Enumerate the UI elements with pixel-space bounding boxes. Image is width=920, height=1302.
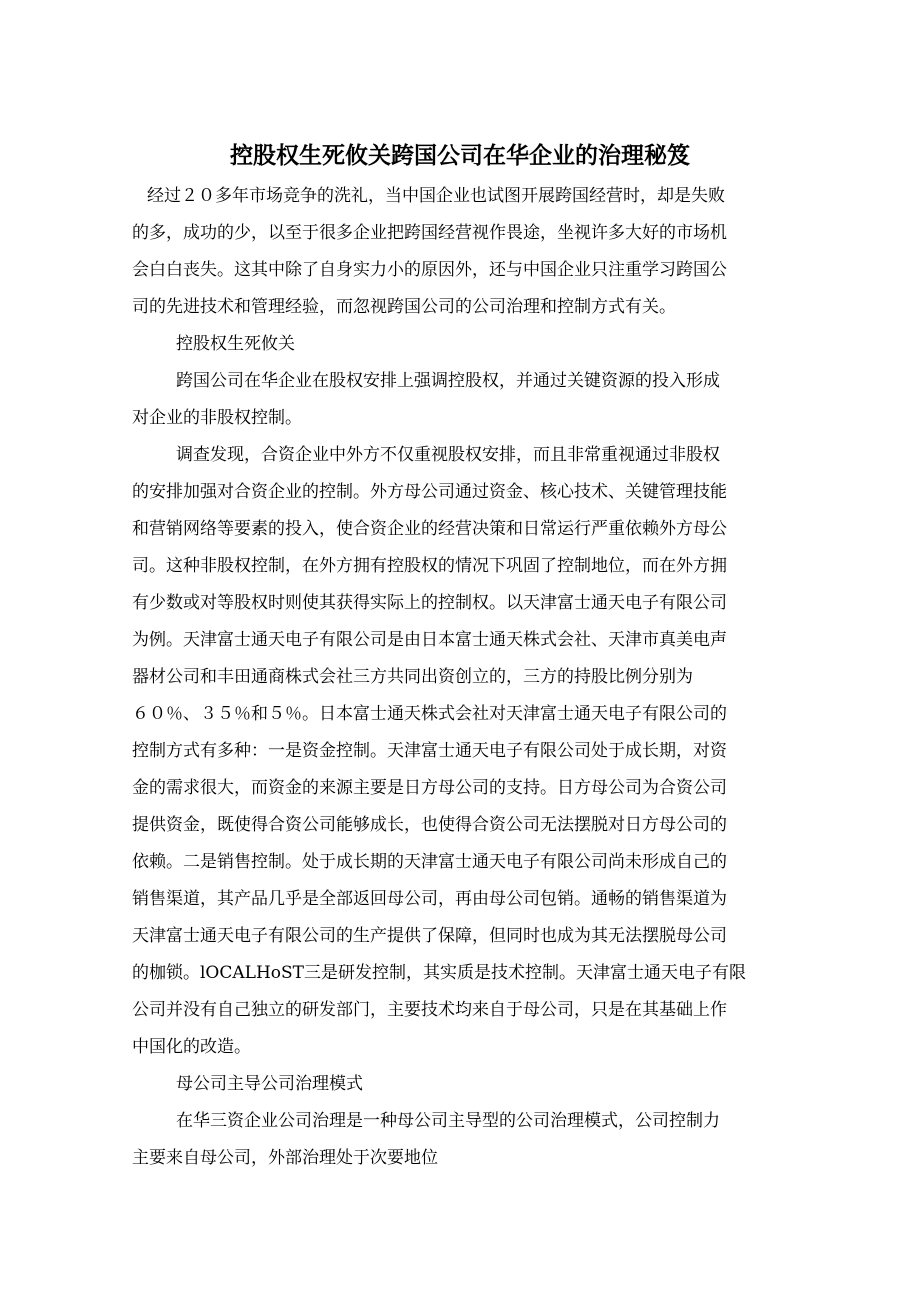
text-line-10: 和营销网络等要素的投入，使合资企业的经营决策和日常运行严重依赖外方母公: [132, 519, 727, 539]
text-line-3: 会白白丧失。这其中除了自身实力小的原因外，还与中国企业只注重学习跨国公: [132, 260, 727, 280]
text-line-13: 为例。天津富士通天电子有限公司是由日本富士通天株式会社、天津市真美电声: [132, 630, 727, 650]
section-heading-control: 控股权生死攸关: [176, 334, 295, 354]
text-line-4: 司的先进技术和管理经验，而忽视跨国公司的公司治理和控制方式有关。: [132, 297, 676, 317]
text-line-16: 控制方式有多种：一是资金控制。天津富士通天电子有限公司处于成长期，对资: [132, 741, 727, 761]
text-line-26: 在华三资企业公司治理是一种母公司主导型的公司治理模式，公司控制力: [176, 1111, 720, 1131]
text-line-24: 中国化的改造。: [132, 1037, 251, 1057]
text-line-15: ６０％、３５％和５％。日本富士通天株式会社对天津富士通天电子有限公司的: [132, 704, 727, 724]
document-title: 控股权生死攸关跨国公司在华企业的治理秘笈: [230, 143, 690, 169]
text-line-11: 司。这种非股权控制，在外方拥有控股权的情况下巩固了控制地位，而在外方拥: [132, 556, 727, 576]
text-line-14: 器材公司和丰田通商株式会社三方共同出资创立的，三方的持股比例分别为: [132, 667, 693, 687]
text-line-1: 经过２０多年市场竞争的洗礼，当中国企业也试图开展跨国经营时，却是失败: [147, 186, 725, 206]
text-line-7: 对企业的非股权控制。: [132, 408, 302, 428]
text-line-9: 的安排加强对合资企业的控制。外方母公司通过资金、核心技术、关键管理技能: [132, 482, 727, 502]
text-line-8: 调查发现，合资企业中外方不仅重视股权安排，而且非常重视通过非股权: [176, 445, 720, 465]
section-heading-governance: 母公司主导公司治理模式: [176, 1074, 363, 1094]
text-line-12: 有少数或对等股权时则使其获得实际上的控制权。以天津富士通天电子有限公司: [132, 593, 727, 613]
text-line-18: 提供资金，既使得合资公司能够成长，也使得合资公司无法摆脱对日方母公司的: [132, 815, 727, 835]
text-line-20: 销售渠道，其产品几乎是全部返回母公司，再由母公司包销。通畅的销售渠道为: [132, 889, 727, 909]
text-line-27: 主要来自母公司，外部治理处于次要地位: [132, 1148, 438, 1168]
text-line-17: 金的需求很大，而资金的来源主要是日方母公司的支持。日方母公司为合资公司: [132, 778, 727, 798]
text-line-23: 公司并没有自己独立的研发部门，主要技术均来自于母公司，只是在其基础上作: [132, 1000, 727, 1020]
text-line-21: 天津富士通天电子有限公司的生产提供了保障，但同时也成为其无法摆脱母公司: [132, 926, 727, 946]
text-line-19: 依赖。二是销售控制。处于成长期的天津富士通天电子有限公司尚未形成自己的: [132, 852, 727, 872]
text-line-6: 跨国公司在华企业在股权安排上强调控股权，并通过关键资源的投入形成: [176, 371, 720, 391]
text-line-2: 的多，成功的少，以至于很多企业把跨国经营视作畏途，坐视许多大好的市场机: [132, 223, 727, 243]
text-line-22: 的枷锁。lOCALHoST三是研发控制，其实质是技术控制。天津富士通天电子有限: [132, 963, 746, 983]
document-body: [132, 178, 792, 1177]
